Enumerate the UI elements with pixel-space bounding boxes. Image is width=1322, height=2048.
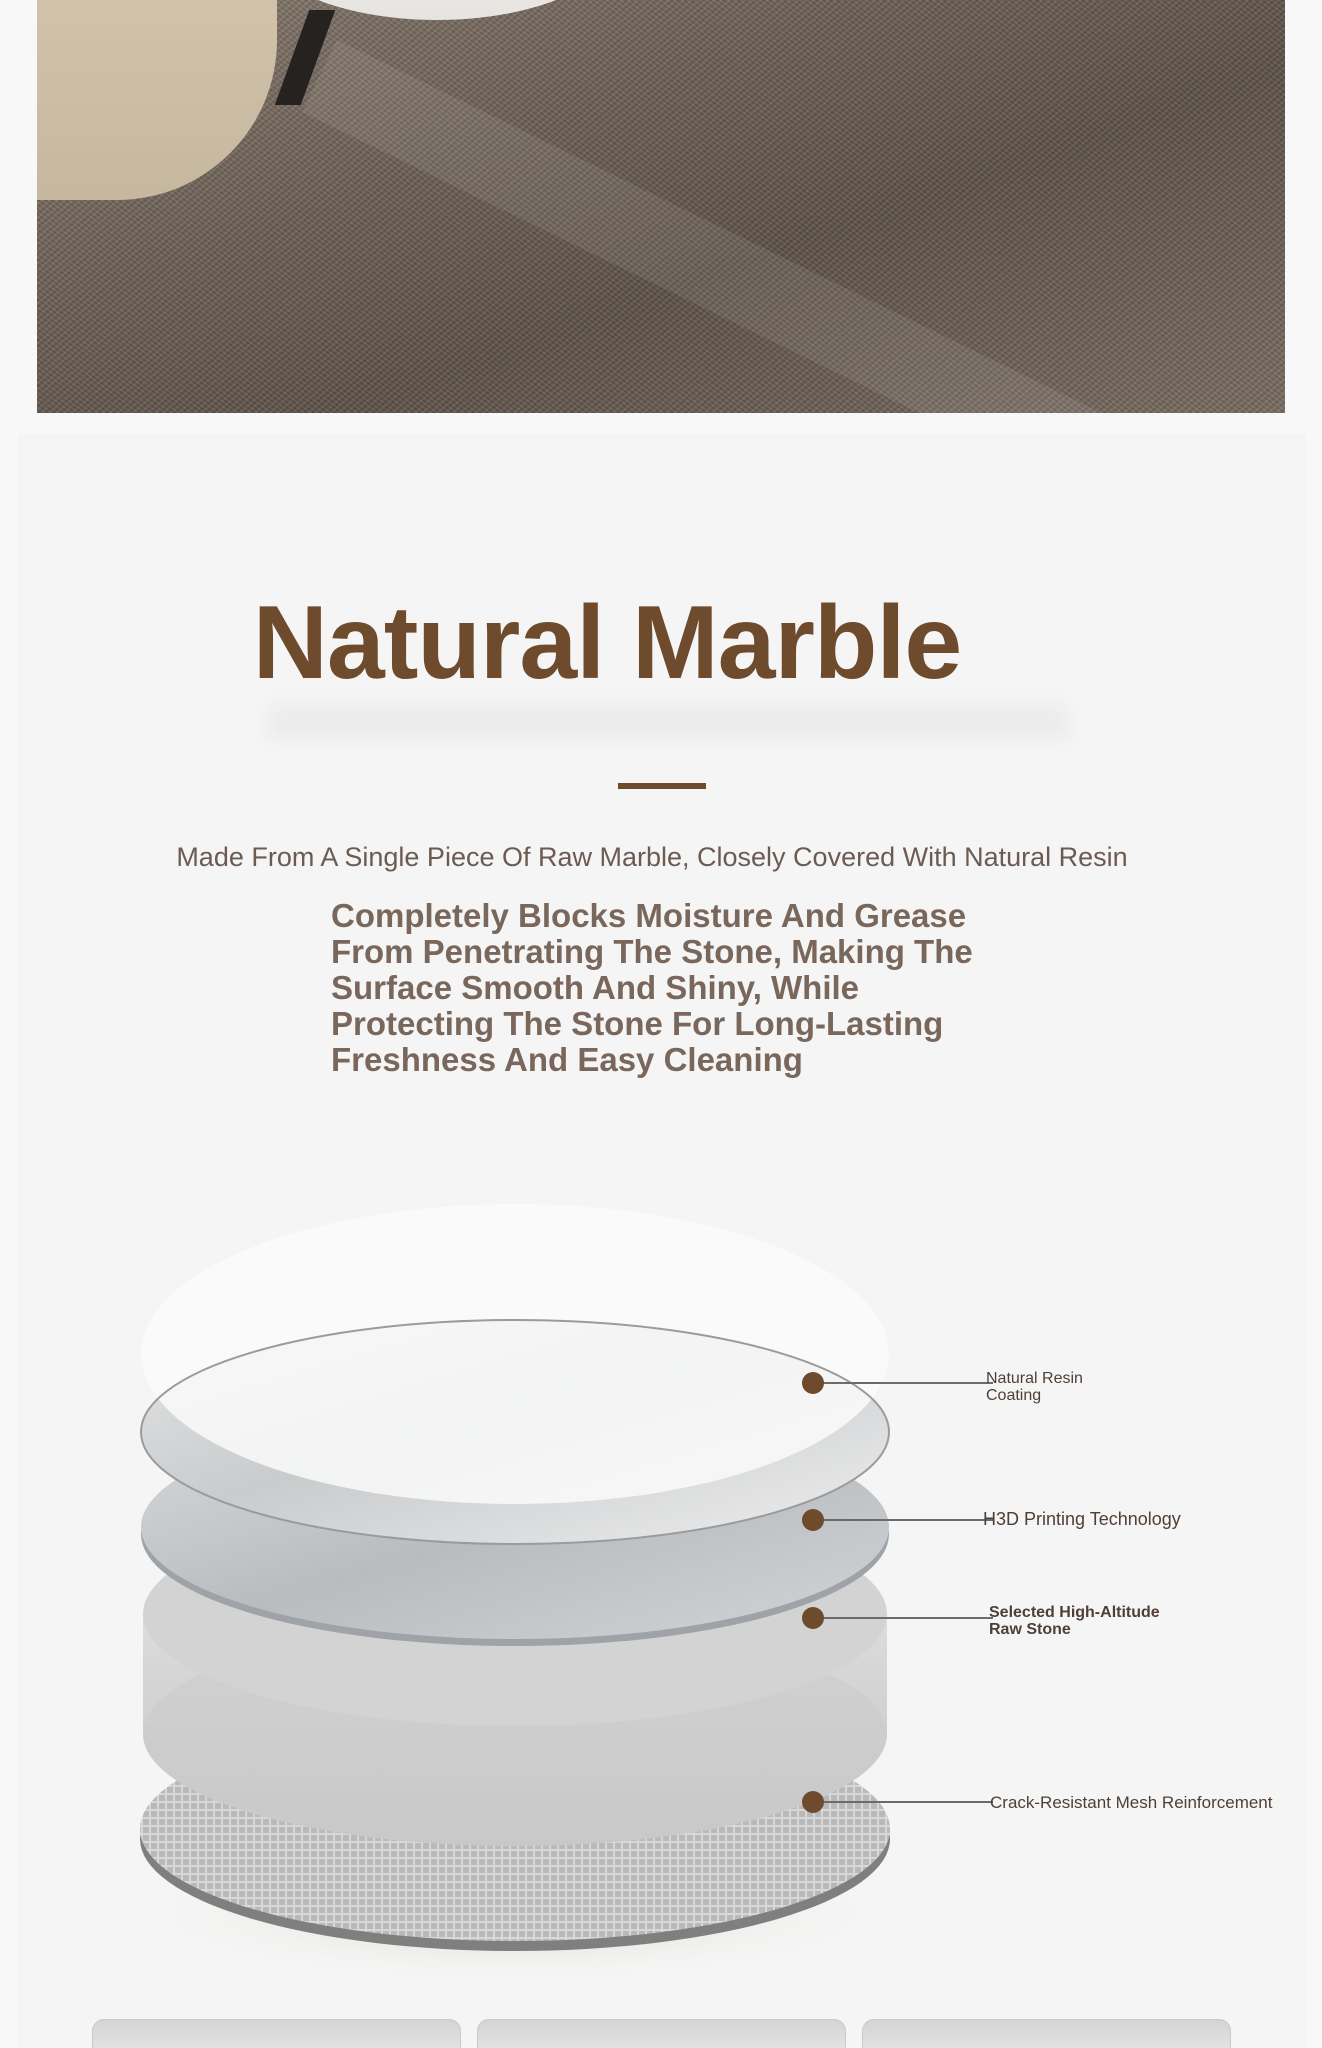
layer-label-stone: Selected High-Altitude Raw Stone	[989, 1604, 1160, 1638]
thumbnail-2[interactable]	[477, 2019, 846, 2048]
title-divider	[618, 783, 706, 789]
resin-layer-gloss	[141, 1204, 889, 1504]
light-band	[302, 40, 1285, 413]
sofa-base	[37, 0, 277, 200]
hero-photo	[37, 0, 1285, 413]
feature-body: Completely Blocks Moisture And Grease From Penetrating The Stone, Making The Surface Smooth And Shiny, While Protecting The Stone For Long-Lasting Freshness And Easy Cleaning	[331, 897, 973, 1078]
feature-panel	[18, 434, 1306, 2048]
layer-label-resin: Natural Resin Coating	[986, 1370, 1083, 1404]
feature-title: Natural Marble	[252, 585, 962, 701]
layer-illustration	[18, 1134, 1306, 2034]
feature-subtitle: Made From A Single Piece Of Raw Marble, Closely Covered With Natural Resin	[176, 842, 1128, 872]
headline-shadow	[268, 704, 1068, 740]
thumbnail-3[interactable]	[862, 2019, 1231, 2048]
layer-label-print: H3D Printing Technology	[983, 1509, 1181, 1529]
thumbnail-1[interactable]	[92, 2019, 461, 2048]
layer-label-mesh: Crack-Resistant Mesh Reinforcement	[990, 1793, 1273, 1812]
layer-diagram	[18, 1134, 1306, 2034]
